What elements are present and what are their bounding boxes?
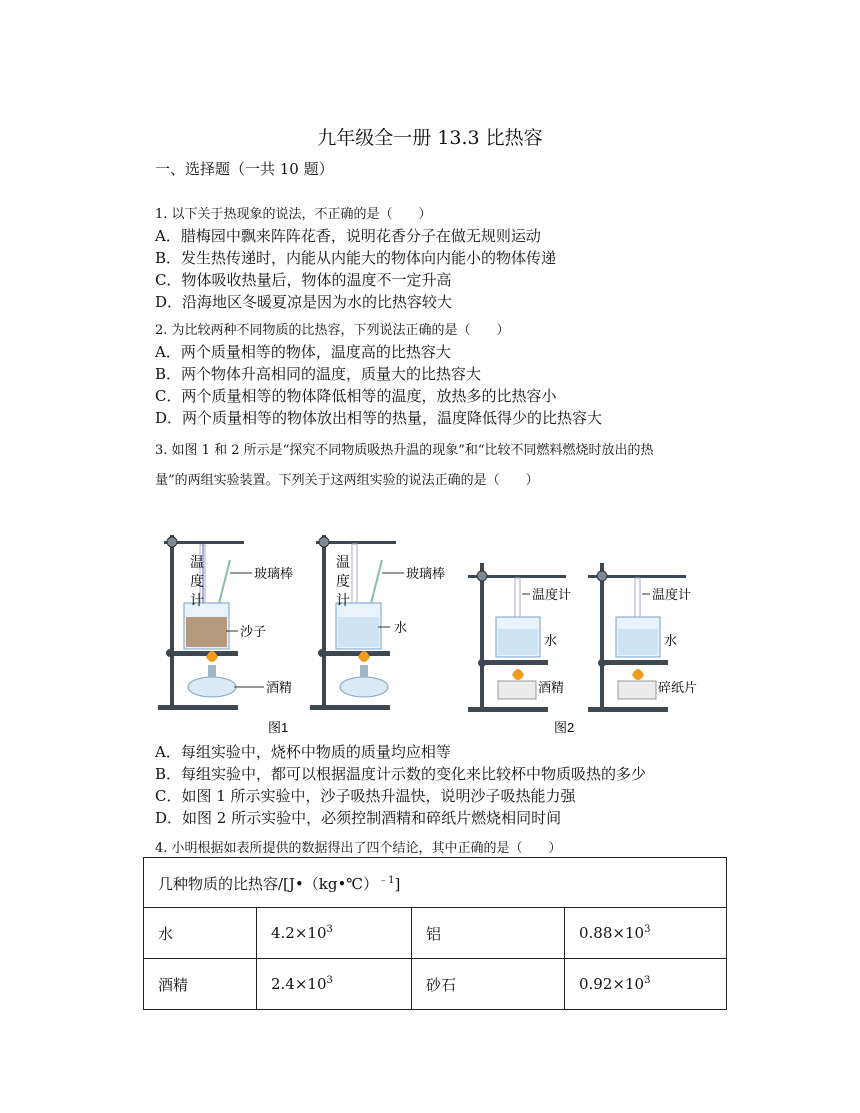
question-2-option-c: C．两个质量相等的物体降低相等的温度，放热多的比热容小: [155, 387, 557, 405]
setup-1-content-label: 沙子: [240, 624, 267, 639]
table-row: [144, 959, 727, 1010]
question-3-option-a: A．每组实验中，烧杯中物质的质量均应相等: [155, 743, 451, 761]
table-cell: $0.92\times 10^3$: [565, 959, 727, 1010]
figure-1-caption: 图1: [268, 720, 289, 735]
question-3-stem: [155, 436, 730, 496]
table-cell: 铝: [412, 908, 565, 959]
table-cell: 砂石: [412, 959, 565, 1010]
setup-1-thermo-label-1: 温: [190, 554, 204, 570]
setup-1-thermo-label-3: 计: [190, 592, 204, 608]
setup-3-alcohol: [468, 563, 571, 712]
question-3-option-b: B．每组实验中，都可以根据温度计示数的变化来比较杯中物质吸热的多少: [155, 765, 647, 783]
setup-2-content-label: 水: [394, 620, 408, 635]
experiment-figure: [150, 515, 750, 740]
section-heading: 一、选择题（一共 10 题）: [155, 160, 334, 178]
question-1-option-d: D．沿海地区冬暖夏凉是因为水的比热容较大: [155, 293, 453, 311]
question-3-option-c: C．如图 1 所示实验中，沙子吸热升温快，说明沙子吸热能力强: [155, 787, 576, 805]
question-1-option-b: B．发生热传递时，内能从内能大的物体向内能小的物体传递: [155, 249, 557, 267]
setup-4-content-label: 水: [664, 633, 678, 648]
question-3-option-d: D．如图 2 所示实验中，必须控制酒精和碎纸片燃烧相同时间: [155, 809, 562, 827]
setup-1-thermo-label-2: 度: [190, 573, 204, 589]
question-2-stem: 2. 为比较两种不同物质的比热容，下列说法正确的是（ ）: [155, 323, 510, 338]
question-3-stem-line-2: 量”的两组实验装置。下列关于这两组实验的说法正确的是（ ）: [155, 473, 539, 488]
table-header-row: [144, 858, 727, 908]
question-4-stem: 4. 小明根据如表所提供的数据得出了四个结论，其中正确的是（ ）: [155, 841, 562, 856]
setup-2-thermo-label-1: 温: [336, 554, 350, 570]
page-title: 九年级全一册 13.3 比热容: [317, 127, 543, 149]
figure-2-caption: 图2: [554, 720, 575, 735]
table-header-cell: 几种物质的比热容/[J•（kg•℃）$^{﹣1}$]: [144, 858, 727, 908]
setup-3-content-label: 水: [544, 633, 558, 648]
specific-heat-table: [143, 857, 727, 1010]
setup-1-burner-label: 酒精: [266, 680, 293, 695]
question-1-option-a: A．腊梅园中飘来阵阵花香，说明花香分子在做无规则运动: [155, 227, 541, 245]
question-3-stem-line-1: 3. 如图 1 和 2 所示是“探究不同物质吸热升温的现象”和“比较不同燃料燃烧时放出的热: [155, 443, 654, 458]
question-2-option-a: A．两个质量相等的物体，温度高的比热容大: [155, 343, 451, 361]
question-2-option-b: B．两个物体升高相同的温度，质量大的比热容大: [155, 365, 482, 383]
setup-3-thermo-label: 温度计: [532, 587, 572, 602]
setup-1-rod-label: 玻璃棒: [254, 566, 294, 581]
setup-2-rod-label: 玻璃棒: [406, 566, 446, 581]
setup-2-thermo-label-2: 度: [336, 573, 350, 589]
setup-4-paper: [588, 563, 697, 712]
table-cell: $2.4\times 10^3$: [257, 959, 412, 1010]
setup-2-water: [310, 535, 445, 710]
table-cell: $0.88\times 10^3$: [565, 908, 727, 959]
table-cell: 酒精: [144, 959, 257, 1010]
question-2-option-d: D．两个质量相等的物体放出相等的热量，温度降低得少的比热容大: [155, 409, 603, 427]
setup-2-thermo-label-3: 计: [336, 592, 350, 608]
question-1-stem: 1. 以下关于热现象的说法，不正确的是（ ）: [155, 207, 432, 222]
table-row: [144, 908, 727, 959]
question-1-option-c: C．物体吸收热量后，物体的温度不一定升高: [155, 271, 452, 289]
setup-3-fuel-label: 酒精: [538, 680, 565, 695]
table-cell: 水: [144, 908, 257, 959]
setup-4-thermo-label: 温度计: [652, 587, 692, 602]
setup-4-fuel-label: 碎纸片: [658, 680, 698, 695]
table-cell: $4.2\times 10^3$: [257, 908, 412, 959]
